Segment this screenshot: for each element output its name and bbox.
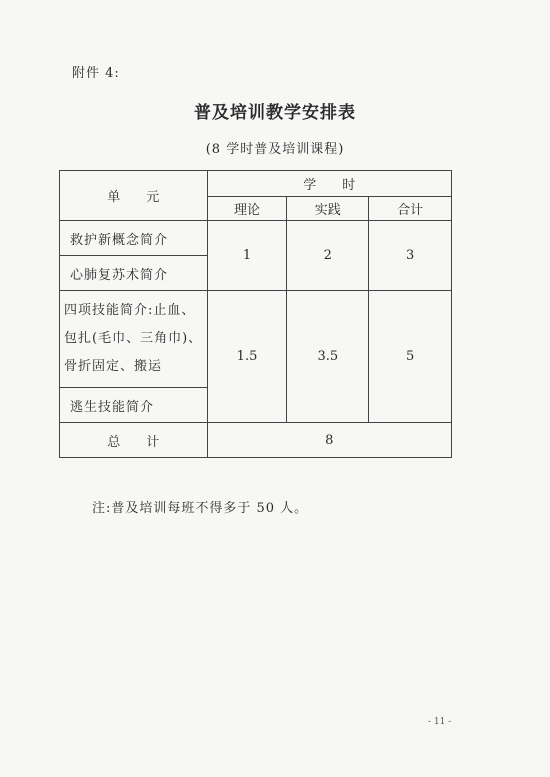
unit-cell: 四项技能简介:止血、包扎(毛巾、三角巾)、骨折固定、搬运 (60, 291, 208, 388)
schedule-table (59, 170, 452, 458)
theory-cell: 1.5 (207, 291, 287, 423)
footnote: 注:普及培训每班不得多于 50 人。 (92, 501, 309, 516)
table-header-row (60, 171, 452, 197)
unit-cell: 救护新概念简介 (60, 221, 208, 256)
total-cell: 5 (369, 291, 452, 423)
total-cell: 3 (369, 221, 452, 291)
sum-value: 8 (207, 423, 451, 458)
page-title: 普及培训教学安排表 (194, 103, 356, 123)
page-number: - 11 - (428, 717, 452, 727)
hours-header: 学 时 (207, 171, 451, 197)
table-row (60, 291, 452, 388)
theory-header: 理论 (207, 197, 287, 221)
attachment-label: 附件 4: (72, 66, 120, 81)
practice-cell: 2 (287, 221, 369, 291)
page-subtitle: (8 学时普及培训课程) (205, 142, 345, 157)
unit-cell: 逃生技能简介 (60, 388, 208, 423)
practice-header: 实践 (287, 197, 369, 221)
total-header: 合计 (369, 197, 452, 221)
table-row (60, 221, 452, 256)
theory-cell: 1 (207, 221, 287, 291)
practice-cell: 3.5 (287, 291, 369, 423)
sum-label: 总 计 (60, 423, 208, 458)
table-total-row (60, 423, 452, 458)
unit-cell: 心肺复苏术简介 (60, 256, 208, 291)
unit-header: 单 元 (60, 171, 208, 221)
